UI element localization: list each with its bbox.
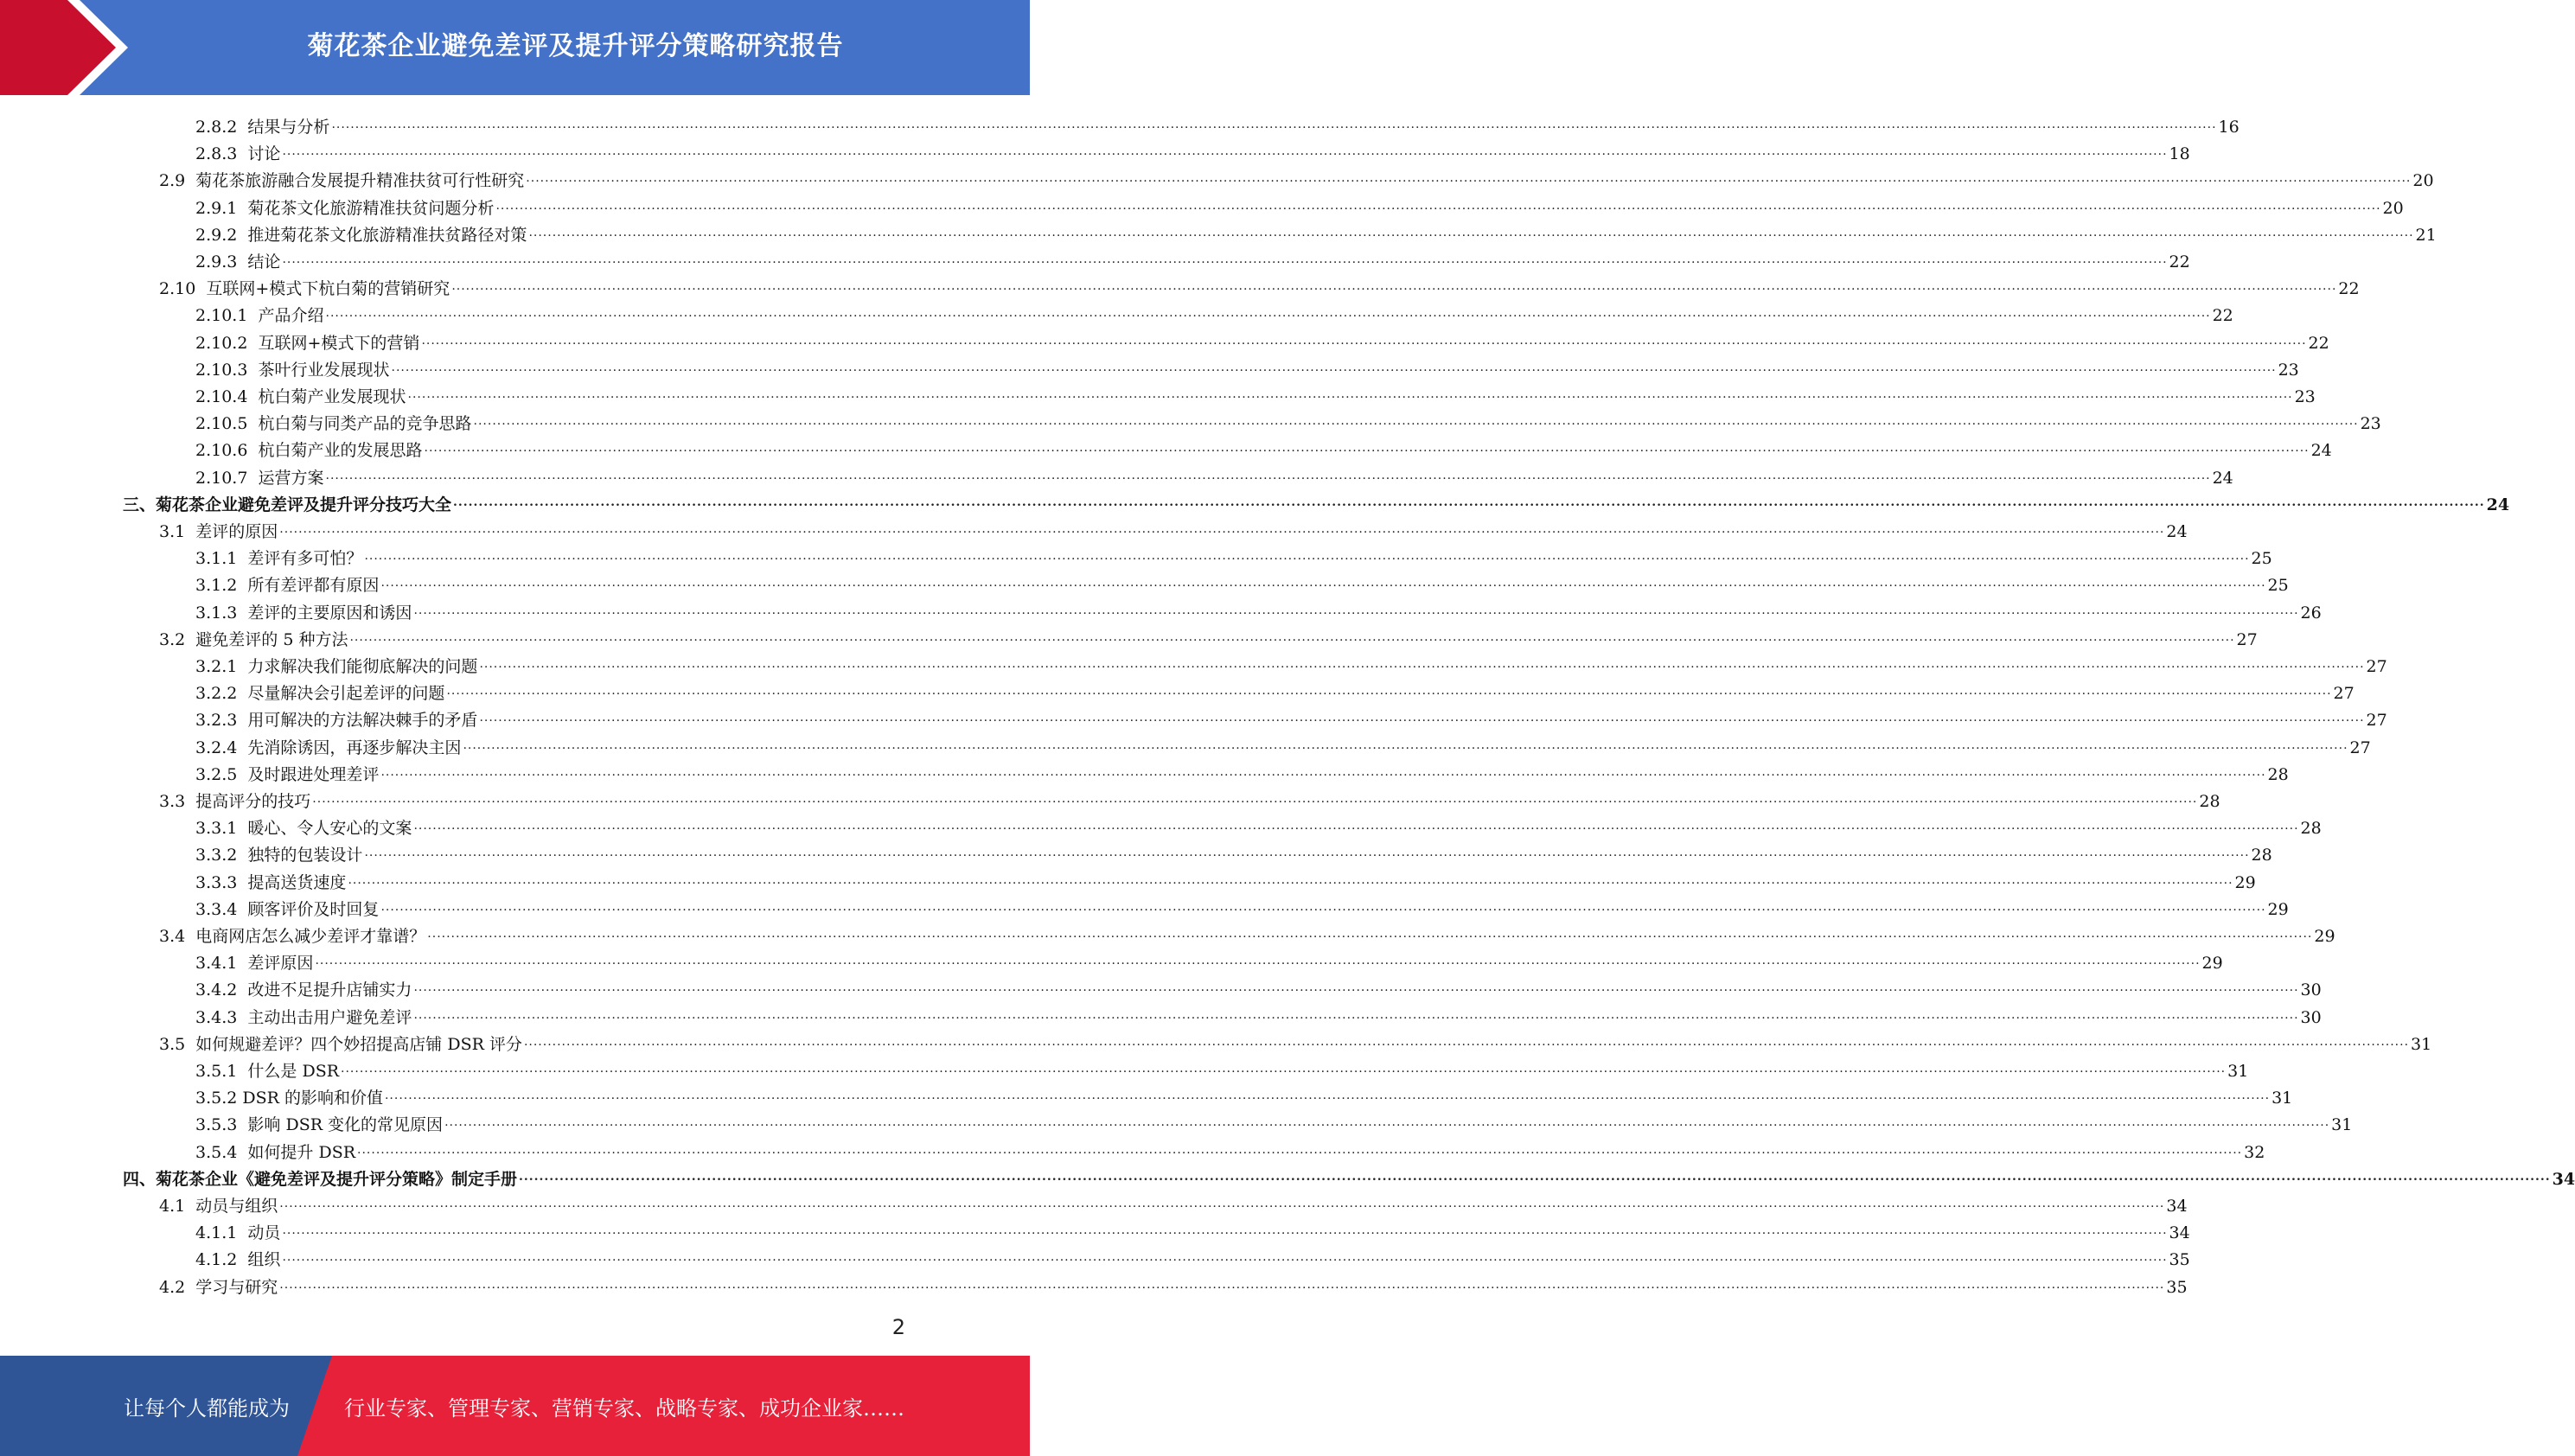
toc-entry-label: 3.5 如何规避差评？四个妙招提高店铺 DSR 评分 — [159, 1034, 522, 1054]
toc-entry-label: 4.2 学习与研究 — [159, 1277, 278, 1297]
toc-dot-leader: ................................................................................................................................................................................................................................................................................................................................................................................................................ — [463, 738, 2348, 752]
toc-entry-label: 3.4 电商网店怎么减少差评才靠谱？ — [159, 927, 426, 946]
toc-entry-page: 23 — [2360, 414, 2381, 434]
page-number: 2 — [891, 1315, 905, 1339]
toc-entry[interactable] — [195, 865, 2256, 892]
toc-entry[interactable] — [195, 757, 2289, 784]
toc-dot-leader: ................................................................................................................................................................................................................................................................................................................................................................................................................ — [364, 846, 2250, 860]
report-title: 菊花茶企业避免差评及提升评分策略研究报告 — [307, 31, 844, 61]
toc-dot-leader: ................................................................................................................................................................................................................................................................................................................................................................................................................ — [479, 711, 2365, 725]
toc-entry-page: 34 — [2552, 1169, 2575, 1189]
toc-entry-page: 29 — [2267, 899, 2289, 919]
toc-entry-page: 32 — [2244, 1142, 2265, 1162]
toc-dot-leader: ................................................................................................................................................................................................................................................................................................................................................................................................................ — [325, 306, 2211, 321]
toc-entry-label: 3.2.3 用可解决的方法解决棘手的矛盾 — [195, 711, 478, 731]
toc-dot-leader: ................................................................................................................................................................................................................................................................................................................................................................................................................ — [348, 872, 2233, 887]
toc-entry-label: 3.2.1 力求解决我们能彻底解决的问题 — [195, 657, 478, 676]
toc-entry-label: 2.10.2 互联网+模式下的营销 — [195, 333, 420, 353]
toc-entry-label: 3.4.2 改进不足提升店铺实力 — [195, 980, 412, 1000]
toc-entry[interactable] — [195, 838, 2272, 865]
toc-dot-leader: ................................................................................................................................................................................................................................................................................................................................................................................................................ — [519, 1169, 2551, 1184]
toc-entry-label: 3.5.2 DSR 的影响和价值 — [195, 1089, 383, 1108]
toc-entry[interactable] — [195, 811, 2322, 839]
toc-entry-page: 27 — [2349, 738, 2371, 757]
toc-dot-leader: ................................................................................................................................................................................................................................................................................................................................................................................................................ — [282, 1223, 2168, 1238]
toc-dot-leader: ................................................................................................................................................................................................................................................................................................................................................................................................................ — [427, 927, 2313, 941]
toc-entry[interactable] — [195, 973, 2322, 1000]
toc-entry-page: 21 — [2415, 225, 2437, 245]
toc-dot-leader: ................................................................................................................................................................................................................................................................................................................................................................................................................ — [380, 576, 2266, 591]
toc-dot-leader: ................................................................................................................................................................................................................................................................................................................................................................................................................ — [451, 279, 2337, 294]
toc-entry-page: 27 — [2236, 629, 2258, 649]
toc-entry-label: 3.1.2 所有差评都有原因 — [195, 576, 380, 596]
toc-entry[interactable] — [159, 514, 2188, 541]
toc-entry-page: 28 — [2199, 792, 2220, 811]
toc-entry-label: 2.10 互联网+模式下杭白菊的营销研究 — [159, 279, 450, 299]
toc-entry-page: 22 — [2169, 252, 2190, 271]
toc-dot-leader: ................................................................................................................................................................................................................................................................................................................................................................................................................ — [424, 441, 2310, 456]
toc-dot-leader: ................................................................................................................................................................................................................................................................................................................................................................................................................ — [407, 387, 2293, 401]
toc-dot-leader: ................................................................................................................................................................................................................................................................................................................................................................................................................ — [384, 1089, 2271, 1103]
toc-entry-label: 3.4.3 主动出击用户避免差评 — [195, 1007, 412, 1027]
toc-entry-page: 24 — [2212, 468, 2233, 488]
toc-entry[interactable] — [159, 1270, 2188, 1297]
toc-entry-page: 27 — [2366, 711, 2387, 731]
toc-entry[interactable] — [195, 541, 2272, 569]
toc-dot-leader: ................................................................................................................................................................................................................................................................................................................................................................................................................ — [282, 252, 2168, 266]
toc-entry[interactable] — [195, 461, 2233, 488]
toc-dot-leader: ................................................................................................................................................................................................................................................................................................................................................................................................................ — [349, 629, 2235, 644]
toc-entry[interactable] — [195, 1216, 2190, 1243]
toc-entry-label: 四、菊花茶企业《避免差评及提升评分策略》制定手册 — [123, 1169, 518, 1189]
toc-entry-label: 2.9.2 推进菊花茶文化旅游精准扶贫路径对策 — [195, 225, 527, 245]
toc-entry-label: 2.10.4 杭白菊产业发展现状 — [195, 387, 406, 406]
toc-entry-page: 34 — [2169, 1223, 2190, 1243]
toc-entry[interactable] — [195, 110, 2240, 137]
footer-slogan-right: 行业专家、管理专家、营销专家、战略专家、成功企业家…… — [344, 1395, 904, 1421]
toc-entry-page: 23 — [2294, 387, 2316, 406]
toc-entry[interactable] — [195, 596, 2322, 623]
toc-entry-label: 3.5.4 如何提升 DSR — [195, 1142, 356, 1162]
toc-entry-page: 18 — [2169, 144, 2190, 164]
toc-entry[interactable] — [195, 380, 2316, 406]
toc-dot-leader: ................................................................................................................................................................................................................................................................................................................................................................................................................ — [523, 1034, 2410, 1049]
toc-entry-label: 3.2 避免差评的 5 种方法 — [159, 629, 348, 649]
toc-dot-leader: ................................................................................................................................................................................................................................................................................................................................................................................................................ — [279, 1277, 2165, 1292]
toc-entry[interactable] — [195, 1000, 2322, 1027]
toc-entry-label: 4.1.1 动员 — [195, 1223, 281, 1243]
toc-entry-page: 22 — [2212, 306, 2233, 326]
toc-entry[interactable] — [195, 298, 2233, 326]
toc-entry[interactable] — [195, 703, 2387, 731]
toc-dot-leader: ................................................................................................................................................................................................................................................................................................................................................................................................................ — [421, 333, 2307, 348]
toc-entry-label: 3.1.3 差评的主要原因和诱因 — [195, 603, 412, 623]
toc-entry-label: 3.1 差评的原因 — [159, 522, 278, 541]
toc-entry-page: 29 — [2201, 954, 2223, 974]
toc-entry-label: 2.10.1 产品介绍 — [195, 306, 324, 326]
toc-entry-page: 30 — [2300, 980, 2322, 1000]
toc-entry[interactable] — [195, 1108, 2353, 1135]
toc-entry-label: 2.9.1 菊花茶文化旅游精准扶贫问题分析 — [195, 198, 495, 218]
toc-entry[interactable] — [195, 649, 2387, 676]
toc-entry[interactable] — [195, 1242, 2190, 1270]
toc-dot-leader: ................................................................................................................................................................................................................................................................................................................................................................................................................ — [357, 1142, 2243, 1157]
toc-dot-leader: ................................................................................................................................................................................................................................................................................................................................................................................................................ — [279, 1197, 2165, 1210]
toc-entry-page: 27 — [2366, 657, 2387, 676]
toc-dot-leader: ................................................................................................................................................................................................................................................................................................................................................................................................................ — [315, 954, 2201, 968]
toc-entry-page: 25 — [2251, 549, 2272, 569]
toc-dot-leader: ................................................................................................................................................................................................................................................................................................................................................................................................................ — [364, 549, 2250, 564]
toc-dot-leader: ................................................................................................................................................................................................................................................................................................................................................................................................................ — [526, 171, 2412, 186]
toc-entry-page: 29 — [2234, 872, 2256, 892]
toc-dot-leader: ................................................................................................................................................................................................................................................................................................................................................................................................................ — [413, 980, 2299, 995]
toc-entry[interactable] — [195, 137, 2190, 164]
toc-entry-label: 4.1 动员与组织 — [159, 1197, 278, 1216]
toc-entry[interactable] — [195, 245, 2190, 271]
toc-entry[interactable] — [195, 892, 2289, 919]
toc-entry-label: 3.3.3 提高送货速度 — [195, 872, 347, 892]
toc-dot-leader: ................................................................................................................................................................................................................................................................................................................................................................................................................ — [413, 1007, 2299, 1022]
toc-entry[interactable] — [159, 623, 2258, 649]
toc-entry-page: 28 — [2251, 846, 2272, 865]
toc-entry[interactable] — [159, 919, 2335, 946]
toc-entry[interactable] — [159, 163, 2434, 191]
toc-dot-leader: ................................................................................................................................................................................................................................................................................................................................................................................................................ — [444, 1115, 2330, 1130]
toc-entry-label: 3.4.1 差评原因 — [195, 954, 314, 974]
toc-entry-label: 3.2.2 尽量解决会引起差评的问题 — [195, 684, 445, 704]
toc-entry[interactable] — [195, 218, 2437, 245]
toc-entry-page: 31 — [2271, 1089, 2293, 1108]
toc-entry-label: 3.1.1 差评有多可怕？ — [195, 549, 363, 569]
toc-entry[interactable] — [195, 326, 2329, 353]
toc-dot-leader: ................................................................................................................................................................................................................................................................................................................................................................................................................ — [282, 1250, 2168, 1265]
toc-dot-leader: ................................................................................................................................................................................................................................................................................................................................................................................................................ — [380, 764, 2266, 779]
toc-dot-leader: ................................................................................................................................................................................................................................................................................................................................................................................................................ — [282, 144, 2168, 159]
toc-entry-page: 28 — [2300, 819, 2322, 839]
toc-dot-leader: ................................................................................................................................................................................................................................................................................................................................................................................................................ — [413, 603, 2299, 617]
toc-entry-page: 29 — [2314, 927, 2335, 946]
toc-entry-page: 31 — [2411, 1034, 2432, 1054]
toc-entry[interactable] — [123, 1162, 2575, 1189]
toc-dot-leader: ................................................................................................................................................................................................................................................................................................................................................................................................................ — [413, 819, 2299, 833]
toc-dot-leader: ................................................................................................................................................................................................................................................................................................................................................................................................................ — [528, 225, 2414, 239]
toc-entry-page: 23 — [2278, 360, 2299, 380]
toc-dot-leader: ................................................................................................................................................................................................................................................................................................................................................................................................................ — [380, 899, 2266, 914]
toc-entry-page: 34 — [2166, 1197, 2188, 1216]
toc-entry[interactable] — [195, 1135, 2265, 1162]
toc-entry[interactable] — [195, 1081, 2293, 1108]
toc-entry-label: 2.10.3 茶叶行业发展现状 — [195, 360, 390, 380]
toc-entry-page: 16 — [2218, 118, 2240, 137]
toc-entry-page: 28 — [2267, 764, 2289, 784]
toc-entry-page: 26 — [2300, 603, 2322, 623]
page-header — [0, 0, 1030, 95]
toc-entry[interactable] — [195, 353, 2299, 380]
toc-dot-leader: ................................................................................................................................................................................................................................................................................................................................................................................................................ — [479, 657, 2365, 671]
toc-entry-page: 35 — [2166, 1277, 2188, 1297]
toc-entry-page: 20 — [2412, 171, 2434, 191]
toc-entry-label: 3.3.2 独特的包装设计 — [195, 846, 363, 865]
toc-entry[interactable] — [159, 1027, 2432, 1054]
page-footer — [0, 1356, 1030, 1456]
toc-entry-label: 3.5.1 什么是 DSR — [195, 1062, 340, 1081]
toc-entry-page: 22 — [2308, 333, 2329, 353]
toc-entry-page: 31 — [2331, 1115, 2353, 1135]
toc-entry-label: 三、菊花茶企业避免差评及提升评分技巧大全 — [123, 495, 452, 514]
toc-entry-label: 3.3.4 顾客评价及时回复 — [195, 899, 380, 919]
toc-entry-label: 3.3.1 暖心、令人安心的文案 — [195, 819, 412, 839]
toc-entry-label: 2.10.5 杭白菊与同类产品的竞争思路 — [195, 414, 472, 434]
toc-entry-page: 35 — [2169, 1250, 2190, 1270]
toc-entry[interactable] — [195, 1054, 2249, 1081]
footer-slogan-left: 让每个人都能成为 — [124, 1395, 290, 1421]
toc-entry-page: 24 — [2486, 495, 2510, 514]
toc-entry-page: 22 — [2338, 279, 2360, 299]
toc-entry[interactable] — [159, 271, 2360, 299]
toc-dot-leader: ................................................................................................................................................................................................................................................................................................................................................................................................................ — [279, 522, 2165, 536]
toc-entry[interactable] — [195, 433, 2332, 461]
toc-entry-label: 3.5.3 影响 DSR 变化的常见原因 — [195, 1115, 444, 1135]
toc-entry-label: 2.8.3 讨论 — [195, 144, 281, 164]
chevron-arrow-icon — [0, 0, 138, 95]
toc-entry[interactable] — [159, 784, 2220, 811]
toc-entry-label: 2.9 菊花茶旅游融合发展提升精准扶贫可行性研究 — [159, 171, 525, 191]
toc-entry-label: 3.2.4 先消除诱因，再逐步解决主因 — [195, 738, 462, 757]
toc-entry[interactable] — [195, 676, 2355, 704]
toc-entry-label: 4.1.2 组织 — [195, 1250, 281, 1270]
toc-dot-leader: ................................................................................................................................................................................................................................................................................................................................................................................................................ — [391, 360, 2277, 374]
toc-entry-label: 2.10.7 运营方案 — [195, 468, 324, 488]
toc-dot-leader: ................................................................................................................................................................................................................................................................................................................................................................................................................ — [325, 468, 2211, 482]
toc-entry-page: 25 — [2267, 576, 2289, 596]
toc-entry[interactable] — [159, 1189, 2188, 1216]
toc-entry-page: 24 — [2166, 522, 2188, 541]
toc-dot-leader: ................................................................................................................................................................................................................................................................................................................................................................................................................ — [331, 118, 2217, 131]
toc-entry-page: 27 — [2333, 684, 2355, 704]
toc-entry-label: 3.2.5 及时跟进处理差评 — [195, 764, 380, 784]
toc-entry[interactable] — [195, 731, 2371, 757]
toc-entry-label: 3.3 提高评分的技巧 — [159, 792, 311, 811]
toc-entry[interactable] — [123, 488, 2510, 514]
toc-entry-label: 2.9.3 结论 — [195, 252, 281, 271]
toc-dot-leader: ................................................................................................................................................................................................................................................................................................................................................................................................................ — [495, 198, 2381, 213]
toc-entry-label: 2.10.6 杭白菊产业的发展思路 — [195, 441, 423, 461]
toc-dot-leader: ................................................................................................................................................................................................................................................................................................................................................................................................................ — [341, 1062, 2227, 1076]
toc-dot-leader: ................................................................................................................................................................................................................................................................................................................................................................................................................ — [473, 414, 2359, 429]
toc-entry-page: 24 — [2310, 441, 2332, 461]
toc-entry-page: 20 — [2382, 198, 2404, 218]
toc-entry[interactable] — [195, 568, 2289, 596]
toc-entry[interactable] — [195, 406, 2381, 434]
toc-entry-label: 2.8.2 结果与分析 — [195, 118, 330, 137]
toc-dot-leader: ................................................................................................................................................................................................................................................................................................................................................................................................................ — [453, 495, 2485, 509]
toc-entry[interactable] — [195, 946, 2223, 974]
toc-entry-page: 30 — [2300, 1007, 2322, 1027]
toc-dot-leader: ................................................................................................................................................................................................................................................................................................................................................................................................................ — [312, 792, 2198, 806]
toc-entry-page: 31 — [2227, 1062, 2249, 1081]
toc-entry[interactable] — [195, 191, 2404, 218]
toc-dot-leader: ................................................................................................................................................................................................................................................................................................................................................................................................................ — [446, 684, 2332, 699]
